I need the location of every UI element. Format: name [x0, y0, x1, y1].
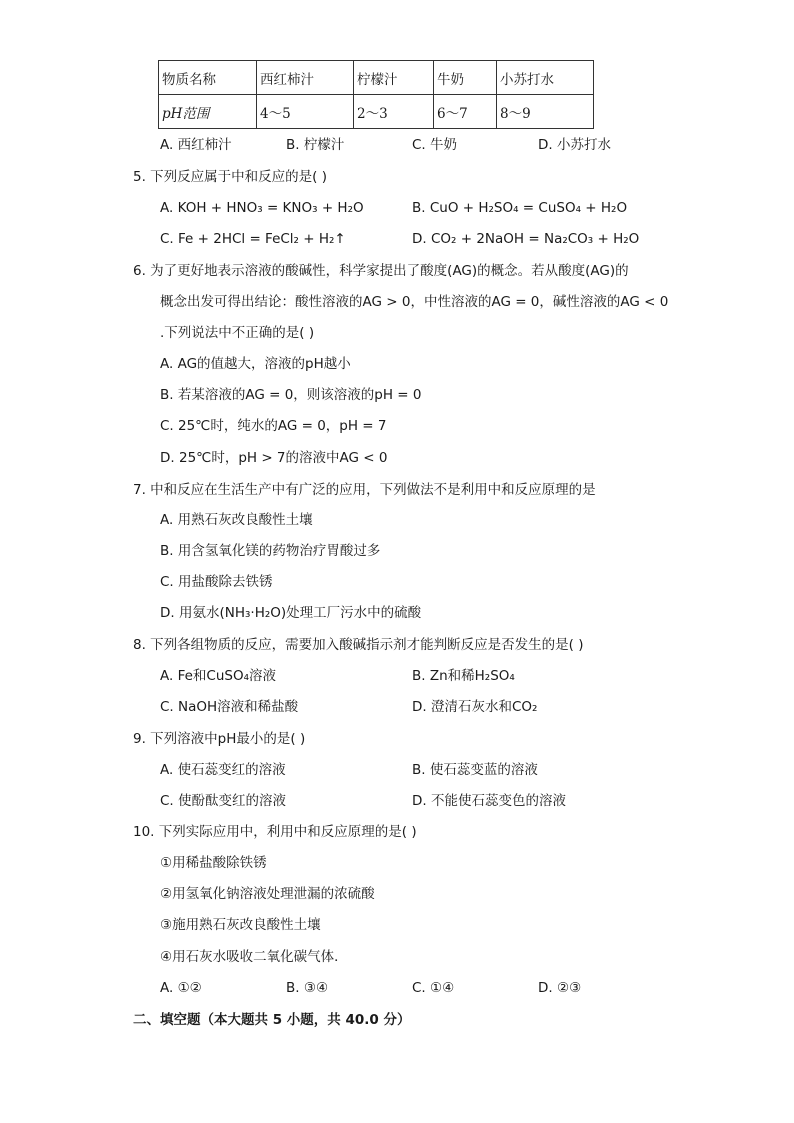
q9-option-a: A. 使石蕊变红的溶液: [160, 762, 286, 778]
table-header-cell: 柠檬汁: [354, 61, 434, 95]
q7-stem: 7. 中和反应在生活生产中有广泛的应用，下列做法不是利用中和反应原理的是: [133, 482, 596, 498]
q8-option-b: B. Zn和稀H₂SO₄: [412, 668, 515, 684]
q5-stem: 5. 下列反应属于中和反应的是( ): [133, 169, 327, 185]
q6-stem-line-1: 6. 为了更好地表示溶液的酸碱性，科学家提出了酸度(AG)的概念。若从酸度(AG)的: [133, 263, 629, 279]
table-header-cell: 物质名称: [159, 61, 257, 95]
q4-option-d: D. 小苏打水: [538, 137, 611, 153]
q8-option-c: C. NaOH溶液和稀盐酸: [160, 699, 299, 715]
q6-option-d: D. 25℃时，pH > 7的溶液中AG < 0: [160, 450, 388, 466]
q10-option-a: A. ①②: [160, 980, 202, 996]
q10-option-c: C. ①④: [412, 980, 455, 996]
q5-option-d: D. CO₂ + 2NaOH = Na₂CO₃ + H₂O: [412, 231, 640, 247]
q9-stem: 9. 下列溶液中pH最小的是( ): [133, 731, 306, 747]
q5-option-b: B. CuO + H₂SO₄ = CuSO₄ + H₂O: [412, 200, 628, 216]
q10-option-d: D. ②③: [538, 980, 582, 996]
section-heading-fill-blank: 二、填空题（本大题共 5 小题，共 40.0 分）: [133, 1012, 411, 1028]
ph-table: [158, 60, 594, 129]
q4-option-a: A. 西红柿汁: [160, 137, 232, 153]
table-cell: 8～9: [497, 95, 594, 129]
q5-option-a: A. KOH + HNO₃ = KNO₃ + H₂O: [160, 200, 364, 216]
table-header-cell: 小苏打水: [497, 61, 594, 95]
q7-option-c: C. 用盐酸除去铁锈: [160, 574, 273, 590]
q7-option-d: D. 用氨水(NH₃·H₂O)处理工厂污水中的硫酸: [160, 605, 422, 621]
table-row: [159, 95, 594, 129]
table-row-label: pH范围: [159, 95, 257, 129]
table-header-cell: 西红柿汁: [257, 61, 354, 95]
q10-item-4: ④用石灰水吸收二氧化碳气体．: [160, 949, 348, 965]
q7-option-a: A. 用熟石灰改良酸性土壤: [160, 512, 313, 528]
q10-item-2: ②用氢氧化钠溶液处理泄漏的浓硫酸: [160, 886, 375, 902]
q6-option-b: B. 若某溶液的AG = 0，则该溶液的pH = 0: [160, 387, 422, 403]
q8-stem: 8. 下列各组物质的反应，需要加入酸碱指示剂才能判断反应是否发生的是( ): [133, 637, 584, 653]
q8-option-d: D. 澄清石灰水和CO₂: [412, 699, 538, 715]
table-header-cell: 牛奶: [434, 61, 497, 95]
q8-option-a: A. Fe和CuSO₄溶液: [160, 668, 277, 684]
q4-option-b: B. 柠檬汁: [286, 137, 345, 153]
q6-option-a: A. AG的值越大，溶液的pH越小: [160, 356, 351, 372]
q6-option-c: C. 25℃时，纯水的AG = 0，pH = 7: [160, 418, 387, 434]
q10-item-1: ①用稀盐酸除铁锈: [160, 855, 267, 871]
table-cell: 4～5: [257, 95, 354, 129]
q7-option-b: B. 用含氢氧化镁的药物治疗胃酸过多: [160, 543, 381, 559]
q9-option-c: C. 使酚酞变红的溶液: [160, 793, 287, 809]
table-cell: 2～3: [354, 95, 434, 129]
q4-option-c: C. 牛奶: [412, 137, 458, 153]
q9-option-d: D. 不能使石蕊变色的溶液: [412, 793, 566, 809]
table-header-row: [159, 61, 594, 95]
q10-item-3: ③施用熟石灰改良酸性土壤: [160, 917, 321, 933]
table-cell: 6～7: [434, 95, 497, 129]
q6-stem-line-3: .下列说法中不正确的是( ): [160, 325, 315, 341]
q10-option-b: B. ③④: [286, 980, 329, 996]
q5-option-c: C. Fe + 2HCl = FeCl₂ + H₂↑: [160, 231, 346, 247]
q9-option-b: B. 使石蕊变蓝的溶液: [412, 762, 538, 778]
q10-stem: 10. 下列实际应用中，利用中和反应原理的是( ): [133, 824, 417, 840]
q6-stem-line-2: 概念出发可得出结论：酸性溶液的AG > 0，中性溶液的AG = 0，碱性溶液的AG < 0: [160, 294, 669, 310]
